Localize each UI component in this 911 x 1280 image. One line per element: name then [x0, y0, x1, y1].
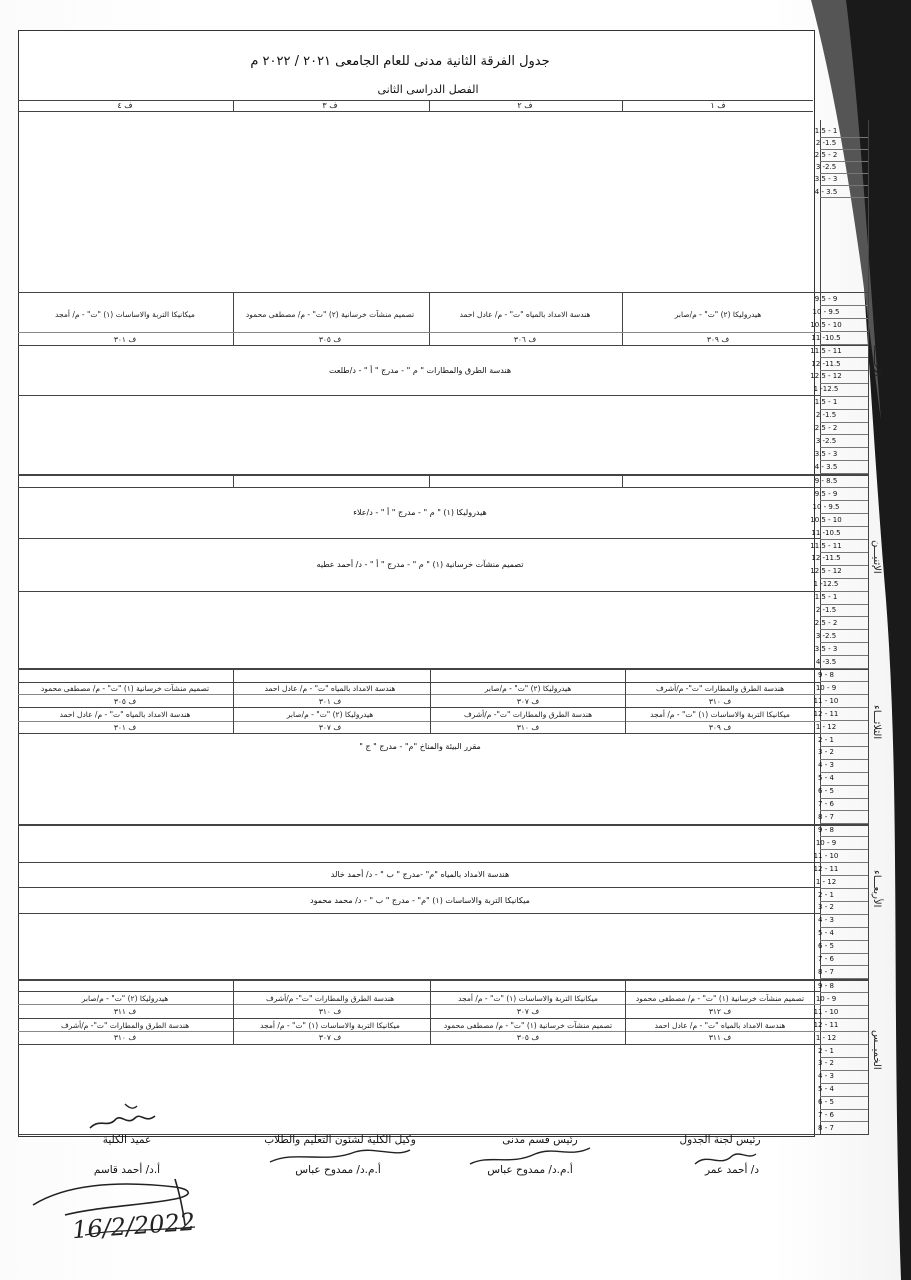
time-slot-mon-5: 11.5 - 11: [810, 541, 842, 550]
col-rule: [429, 292, 430, 346]
thu-r2-c1-room: ف ٣١١: [708, 1033, 732, 1042]
time-slot-tue-2: 11 - 10: [813, 696, 839, 705]
tue-r2-c3-room: ف ٣٠٧: [318, 723, 342, 732]
dean-title: عميد الكلية: [102, 1134, 152, 1146]
tue-lecture: مقرر البيئة والمناخ "م" - مدرج " ج ": [359, 742, 481, 751]
wed-lecture-1: هندسة الامداد بالمياه "م" -مدرج " ب " - د/ أحمد خالد: [330, 870, 510, 879]
time-slot-sun-0: 9.5 - 9: [814, 295, 838, 303]
day-separator: [18, 979, 868, 981]
tue-r2-c4-course: هندسة الامداد بالمياه "ت" - م/ عادل احمد: [59, 710, 191, 719]
day-label-monday: الإثنيـــن: [871, 540, 882, 574]
time-slot-thu-11: 8 - 7: [818, 1123, 834, 1132]
time-slot-mon-8: 1 -12.5: [813, 580, 839, 589]
sun-lecture: هندسة الطرق والمطارات " م " - مدرج " أ " - د/طلعت: [328, 366, 512, 375]
thu-r2-c4-course: هندسة الطرق والمطارات "ت"- م/أشرف: [60, 1021, 190, 1030]
col-rule: [622, 474, 623, 487]
tue-r1-c4-course: تصميم منشآت خرسانية (١) "ت" - م/ مصطفى محمود: [40, 684, 210, 693]
thu-r2-c3-room: ف ٣٠٧: [318, 1033, 342, 1042]
col-rule: [430, 979, 431, 1045]
time-slot-sun-10: 2.5 - 2: [814, 424, 838, 432]
mon-lecture-2: تصميم منشآت خرسانية (١) " م " - مدرج " أ " - د/ أحمد عطيه: [316, 560, 524, 569]
dean-signature: [85, 1098, 165, 1136]
time-slot-wed-10: 7 - 6: [818, 955, 834, 963]
header-rule-2: [18, 111, 813, 112]
time-slot-tue-5: 2 - 1: [818, 735, 834, 744]
thu-r1-c1-room: ف ٣١٢: [708, 1007, 732, 1016]
col-rule: [233, 979, 234, 1045]
sun-cell-3-course: تصميم منشآت خرسانية (٢) "ت" - م/ مصطفى محمود: [245, 310, 415, 319]
time-slot-thu-3: 12 - 11: [813, 1020, 839, 1029]
tue-r2-c1-room: ف ٣٠٩: [708, 723, 732, 732]
col-rule: [625, 668, 626, 734]
thu-r1-c2-course: ميكانيكا التربة والاساسات (١) "ت" - م/ أمجد: [458, 994, 598, 1003]
time-slot-thu-1: 10 - 9: [815, 994, 837, 1003]
thu-rule: [18, 1018, 821, 1019]
tue-rule: [18, 721, 821, 722]
day-separator: [18, 474, 868, 476]
time-slot-mon-10: 2 -1.5: [815, 606, 837, 614]
time-slot-thu-6: 3 - 2: [818, 1059, 834, 1068]
day-separator: [18, 668, 868, 670]
time-slot-mon-12: 3 -2.5: [815, 631, 837, 640]
wed-rule: [18, 862, 821, 863]
day-separator: [18, 824, 868, 826]
time-slot-sun-top-2: 2.5 - 2: [814, 151, 838, 160]
time-slot-wed-1: 10 - 9: [815, 838, 837, 847]
thu-r1-c3-room: ف ٣١٠: [318, 1007, 342, 1016]
day-label-thursday: الخميــس: [871, 1030, 882, 1070]
time-slot-sun-top-0: 1.5 - 1: [814, 127, 838, 135]
col-rule: [622, 100, 623, 112]
time-slot-wed-5: 2 - 1: [818, 890, 834, 899]
time-slot-mon-0: 9 - 8.5: [814, 477, 838, 485]
time-slot-tue-9: 6 - 5: [818, 787, 834, 796]
time-slot-mon-1: 9.5 - 9: [814, 489, 838, 498]
col-rule: [233, 668, 234, 734]
time-slot-sun-4: 11.5 - 11: [810, 346, 842, 355]
sun-cell-4-course: ميكانيكا التربة والاساسات (١) "ت" - م/ أمجد: [55, 310, 195, 319]
time-slot-wed-11: 8 - 7: [818, 967, 834, 976]
time-slot-thu-7: 4 - 3: [818, 1072, 834, 1081]
schedule-sheet: [18, 30, 815, 1137]
time-slot-wed-6: 3 - 2: [818, 903, 834, 912]
wed-rule: [18, 887, 821, 888]
time-slot-sun-1: 10 - 9.5: [812, 307, 840, 316]
tue-r1-c1-course: هندسة الطرق والمطارات "ت"- م/أشرف: [655, 684, 785, 693]
thu-r1-c3-course: هندسة الطرق والمطارات "ت"- م/أشرف: [265, 994, 395, 1003]
time-slot-tue-7: 4 - 3: [818, 761, 834, 770]
group-header-2: ف ٢: [517, 101, 533, 110]
time-slot-sun-2: 10.5 - 10: [810, 320, 842, 329]
time-slot-wed-8: 5 - 4: [818, 929, 834, 938]
time-slot-tue-1: 10 - 9: [815, 683, 837, 692]
time-slot-rule: [820, 197, 868, 198]
dept-head-name: أ.م.د/ ممدوح عباس: [487, 1164, 573, 1176]
col-rule: [429, 474, 430, 487]
time-slot-wed-4: 1 - 12: [815, 877, 837, 886]
time-slot-wed-7: 4 - 3: [818, 916, 834, 925]
time-slot-mon-7: 12.5 - 12: [810, 567, 842, 576]
sun-cell-1-course: هيدروليكا (٢) "ت" - م/صابر: [674, 310, 762, 319]
vice-dean-signature: [265, 1140, 415, 1170]
committee-head-title: رئيس لجنة الجدول: [679, 1134, 761, 1146]
col-rule: [429, 100, 430, 112]
time-slot-mon-2: 10 - 9.5: [812, 502, 840, 511]
day-label-sunday: الأحــــد: [871, 345, 882, 377]
col-rule: [430, 668, 431, 734]
time-slot-mon-14: 4 -3.5: [815, 657, 837, 666]
tue-r2-c1-course: ميكانيكا التربة والاساسات (١) "ت" - م/ أمجد: [650, 710, 790, 719]
tue-r2-c3-course: هيدروليكا (٢) "ت" - م/صابر: [286, 710, 374, 719]
tue-r1-c4-room: ف ٣٠٥: [113, 697, 137, 706]
vice-dean-title: وكيل الكلية لشئون التعليم والطلاب: [264, 1134, 416, 1146]
time-slot-sun-top-4: 3.5 - 3: [814, 175, 838, 184]
time-slot-sun-12: 3.5 - 3: [814, 449, 838, 458]
tue-r2-c2-room: ف ٣١٠: [516, 723, 540, 732]
header-rule: [18, 100, 813, 101]
time-slot-thu-9: 6 - 5: [818, 1098, 834, 1107]
sun-cell-3-room: ف ٣٠٥: [318, 335, 342, 344]
mon-lecture-rule: [18, 538, 821, 539]
tue-rule: [18, 707, 821, 708]
time-slot-tue-10: 7 - 6: [818, 800, 834, 808]
committee-head-signature: [690, 1146, 760, 1172]
group-header-1: ف ١: [710, 101, 726, 110]
sun-cell-1-room: ف ٣٠٩: [706, 335, 730, 344]
thu-r2-c2-course: تصميم منشآت خرسانية (١) "ت" - م/ مصطفى محمود: [443, 1021, 613, 1030]
time-slot-wed-0: 9 - 8: [818, 826, 834, 834]
sunday-cells-top: [18, 292, 868, 293]
sun-cell-2-course: هندسة الامداد بالمياه "ت" - م/ عادل احمد: [459, 310, 591, 319]
time-slot-tue-6: 3 - 2: [818, 748, 834, 757]
tue-r1-c3-course: هندسة الامداد بالمياه "ت" - م/ عادل احمد: [264, 684, 396, 693]
time-slot-tue-3: 12 - 11: [813, 709, 839, 718]
col-rule: [233, 292, 234, 346]
time-slot-sun-11: 3 -2.5: [815, 436, 837, 445]
term-title: الفصل الدراسى الثانى: [377, 83, 479, 96]
time-slot-tue-11: 8 - 7: [818, 812, 834, 821]
tue-rule: [18, 694, 821, 695]
dept-head-title: رئيس قسم مدنى: [502, 1134, 578, 1146]
thu-r2-c3-course: ميكانيكا التربة والاساسات (١) "ت" - م/ أمجد: [260, 1021, 400, 1030]
thu-r1-c1-course: تصميم منشآت خرسانية (١) "ت" - م/ مصطفى محمود: [635, 994, 805, 1003]
time-slot-thu-2: 11 - 10: [813, 1007, 839, 1016]
dean-big-signature: [25, 1165, 225, 1255]
dean-name: أ.د/ أحمد قاسم: [93, 1164, 161, 1176]
wed-rule: [18, 913, 821, 914]
tue-rule: [18, 733, 821, 734]
day-label-tuesday: الثلاثـــاء: [871, 705, 882, 740]
dept-head-signature: [465, 1140, 595, 1170]
sunday-lecture-bottom: [18, 395, 821, 396]
tue-r1-c2-course: هيدروليكا (٢) "ت" - م/صابر: [484, 684, 572, 693]
time-slot-sun-top-3: 3 -2.5: [815, 163, 837, 172]
thu-r1-c4-course: هيدروليكا (٢) "ت" - م/صابر: [81, 994, 169, 1003]
time-slot-sun-3: 11 -10.5: [811, 333, 841, 342]
thu-r1-c2-room: ف ٣٠٧: [516, 1007, 540, 1016]
time-slot-thu-4: 1 - 12: [815, 1033, 837, 1042]
time-slot-tue-8: 5 - 4: [818, 774, 834, 783]
time-slot-wed-3: 12 - 11: [813, 864, 839, 873]
time-slot-sun-9: 2 -1.5: [815, 411, 837, 420]
col-rule: [233, 100, 234, 112]
time-slot-sun-top-1: 2 -1.5: [815, 139, 837, 148]
time-slot-wed-2: 11 - 10: [813, 851, 839, 860]
tue-rule: [18, 682, 821, 683]
thu-rule: [18, 1031, 821, 1032]
time-slot-mon-3: 10.5 - 10: [810, 515, 842, 524]
time-slot-mon-13: 3.5 - 3: [814, 644, 838, 653]
tue-r1-c2-room: ف ٣٠٧: [516, 697, 540, 706]
tue-r2-c2-course: هندسة الطرق والمطارات "ت"- م/أشرف: [463, 710, 593, 719]
thu-r2-c1-course: هندسة الامداد بالمياه "ت" - م/ عادل احمد: [654, 1021, 786, 1030]
time-slot-sun-top-5: 4 - 3.5: [814, 187, 838, 196]
time-slot-sun-8: 1.5 - 1: [814, 398, 838, 407]
time-slot-thu-10: 7 - 6: [818, 1111, 834, 1119]
thu-r2-c4-room: ف ٣١٠: [113, 1033, 137, 1042]
thu-r1-c4-room: ف ٣١١: [113, 1007, 137, 1016]
col-rule: [625, 979, 626, 1045]
sun-cell-4-room: ف ٣٠١: [113, 335, 137, 344]
time-slot-mon-4: 11 -10.5: [811, 528, 841, 537]
time-column-right: [868, 120, 869, 1135]
thu-rule: [18, 1004, 821, 1005]
time-slot-sun-13: 4 - 3.5: [814, 462, 838, 471]
time-slot-mon-11: 2.5 - 2: [814, 618, 838, 627]
mon-lecture-rule-2: [18, 591, 821, 592]
thu-rule: [18, 991, 821, 992]
col-rule: [233, 474, 234, 487]
col-rule: [622, 292, 623, 346]
time-slot-sun-7: 1 -12.5: [813, 385, 839, 394]
vice-dean-name: أ.م.د/ ممدوح عباس: [295, 1164, 381, 1176]
group-header-3: ف ٣: [322, 101, 338, 110]
sun-cell-2-room: ف ٣٠٦: [513, 335, 537, 344]
mon-row-rule: [18, 487, 821, 488]
handwritten-date: 16/2/2022: [71, 1207, 196, 1245]
time-slot-tue-0: 9 - 8: [818, 671, 834, 679]
time-slot-tue-4: 1 - 12: [815, 722, 837, 731]
committee-head-name: د/ أحمد عمر: [704, 1164, 760, 1176]
sunday-cells-bottom: [18, 345, 868, 346]
time-slot-mon-6: 12 -11.5: [811, 554, 841, 563]
time-slot-sun-5: 12 -11.5: [811, 359, 841, 368]
time-slot-thu-0: 9 - 8: [818, 982, 834, 990]
tue-r2-c4-room: ف ٣٠١: [113, 723, 137, 732]
time-slot-rule: [820, 473, 868, 474]
time-slot-sun-6: 12.5 - 12: [810, 372, 842, 381]
group-header-4: ف ٤: [117, 101, 133, 110]
time-slot-thu-8: 5 - 4: [818, 1085, 834, 1094]
mon-lecture-1: هيدروليكا (١) " م " - مدرج " أ " - د/علاء: [353, 508, 487, 517]
time-slot-wed-9: 6 - 5: [818, 942, 834, 951]
thu-r2-c2-room: ف ٣٠٥: [516, 1033, 540, 1042]
page-title: جدول الفرقة الثانية مدنى للعام الجامعى ٢٠٢١ / ٢٠٢٢ م: [250, 54, 550, 69]
room-rule: [18, 332, 821, 333]
tue-r1-c1-room: ف ٣١٠: [708, 697, 732, 706]
time-slot-thu-5: 2 - 1: [818, 1046, 834, 1055]
day-label-wednesday: الأربعـــاء: [871, 870, 882, 908]
wed-lecture-2: ميكانيكا التربة والاساسات (١) "م" - مدرج " ب " - د/ محمد محمود: [310, 896, 530, 905]
thu-rule: [18, 1044, 821, 1045]
tue-r1-c3-room: ف ٣٠١: [318, 697, 342, 706]
time-slot-mon-9: 1.5 - 1: [814, 593, 838, 602]
